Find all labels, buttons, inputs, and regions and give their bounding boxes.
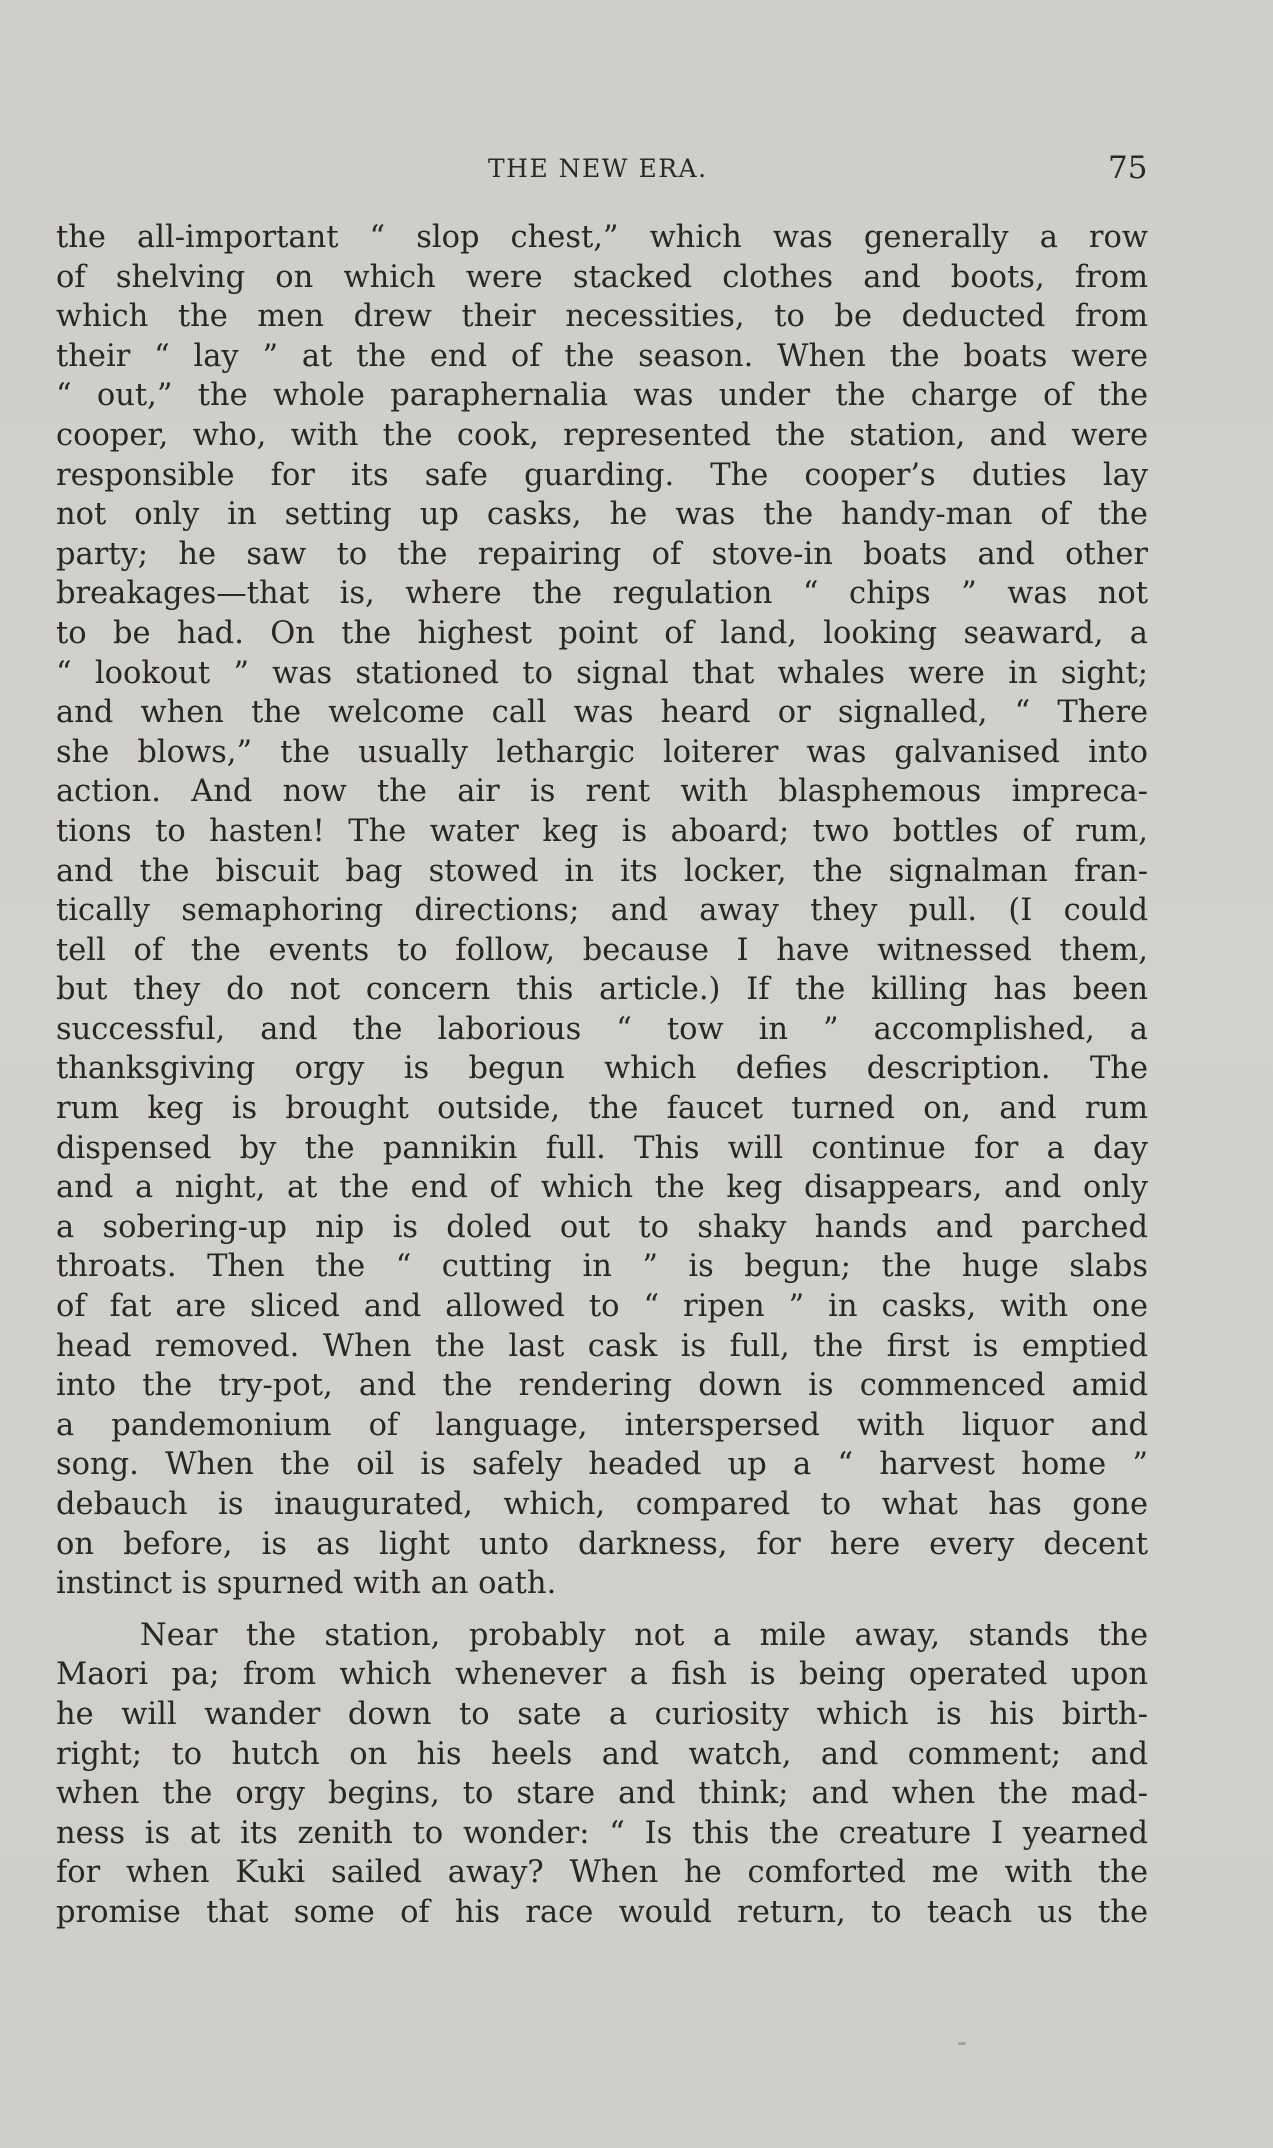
text-line: the all-important “ slop chest,” which was generally a row — [56, 220, 1148, 255]
text-line: when the orgy begins, to stare and think; and when the mad- — [56, 1776, 1148, 1812]
text-line: to be had. On the highest point of land, looking seaward, a — [56, 615, 1148, 651]
text-line: “ out,” the whole paraphernalia was under the charge of the — [56, 378, 1148, 414]
text-line: Maori pa; from which whenever a fish is being operated upon — [56, 1657, 1148, 1693]
text-line: cooper, who, with the cook, represented the station, and were — [56, 417, 1148, 453]
text-line: tically semaphoring directions; and away they pull. (I could — [56, 893, 1148, 929]
text-line: breakages—that is, where the regulation “ chips ” was not — [56, 576, 1148, 612]
text-line: their “ lay ” at the end of the season. When the boats were — [56, 338, 1148, 374]
text-line: but they do not concern this article.) If the killing has been — [56, 972, 1148, 1008]
text-line: instinct is spurned with an oath. — [56, 1566, 557, 1602]
text-line: a pandemonium of language, interspersed with liquor and — [56, 1407, 1148, 1443]
text-line: tell of the events to follow, because I have witnessed them, — [56, 932, 1148, 968]
text-line: promise that some of his race would return, to teach us the — [56, 1894, 1148, 1930]
text-line: and the biscuit bag stowed in its locker, the signalman fran- — [56, 853, 1148, 889]
text-line: song. When the oil is safely headed up a “ harvest home ” — [56, 1447, 1148, 1483]
text-line: rum keg is brought outside, the faucet turned on, and rum — [56, 1091, 1148, 1127]
text-line: party; he saw to the repairing of stove-in boats and other — [56, 536, 1148, 572]
text-line: tions to hasten! The water keg is aboard; two bottles of rum, — [56, 813, 1148, 849]
text-line: and when the welcome call was heard or signalled, “ There — [56, 695, 1148, 731]
text-line: throats. Then the “ cutting in ” is begun; the huge slabs — [56, 1249, 1148, 1285]
text-line: she blows,” the usually lethargic loiterer was galvanised into — [56, 734, 1148, 770]
text-line: of fat are sliced and allowed to “ ripen ” in casks, with one — [56, 1289, 1148, 1325]
page-number: 75 — [1108, 150, 1148, 186]
text-line: head removed. When the last cask is full, the first is emptied — [56, 1328, 1148, 1364]
text-line: dispensed by the pannikin full. This will continue for a day — [56, 1130, 1148, 1166]
text-line: responsible for its safe guarding. The cooper’s duties lay — [56, 457, 1148, 493]
running-head — [0, 150, 1273, 190]
paragraph-2 — [56, 1616, 1148, 1933]
text-line: he will wander down to sate a curiosity which is his birth- — [56, 1696, 1148, 1732]
text-line: a sobering-up nip is doled out to shaky hands and parched — [56, 1209, 1148, 1245]
running-title: THE NEW ERA. — [488, 154, 708, 183]
text-line: successful, and the laborious “ tow in ” accomplished, a — [56, 1011, 1148, 1047]
text-line: of shelving on which were stacked clothes and boots, from — [56, 259, 1148, 295]
paragraph-1 — [56, 218, 1148, 1604]
text-line: ness is at its zenith to wonder: “ Is this the creature I yearned — [56, 1815, 1148, 1851]
text-line: for when Kuki sailed away? When he comforted me with the — [56, 1855, 1148, 1891]
text-line: not only in setting up casks, he was the handy-man of the — [56, 497, 1148, 533]
text-line: which the men drew their necessities, to be deducted from — [56, 299, 1148, 335]
text-line: debauch is inaugurated, which, compared to what has gone — [56, 1487, 1148, 1522]
text-line: on before, is as light unto darkness, for here every decent — [56, 1526, 1148, 1562]
text-line: thanksgiving orgy is begun which defies description. The — [56, 1051, 1148, 1087]
text-line: and a night, at the end of which the keg disappears, and only — [56, 1170, 1148, 1206]
text-line: “ lookout ” was stationed to signal that whales were in sight; — [56, 655, 1148, 691]
paper-speck — [958, 2042, 966, 2045]
text-line: into the try-pot, and the rendering down is commenced amid — [56, 1368, 1148, 1404]
text-line: Near the station, probably not a mile away, stands the — [140, 1617, 1148, 1653]
text-line: action. And now the air is rent with blasphemous impreca- — [56, 774, 1148, 810]
text-line: right; to hutch on his heels and watch, and comment; and — [56, 1736, 1148, 1772]
body-text — [56, 218, 1148, 1933]
